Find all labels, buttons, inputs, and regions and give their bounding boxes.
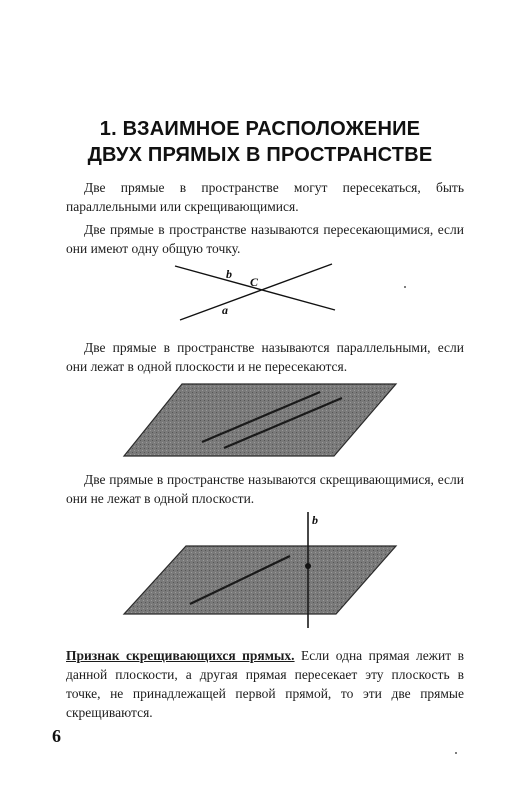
figure-parallel-plane	[120, 380, 400, 460]
paragraph-skew-text: Две прямые в пространстве называются скрещивающимися, если они не лежат в одной плоскости.	[66, 472, 464, 506]
label-b: b	[312, 513, 318, 527]
figure-skew-lines	[120, 510, 400, 630]
paragraph-intro-text: Две прямые в пространстве могут пересекаться, быть параллельными или скрещивающимися.	[66, 180, 464, 214]
page-number: 6	[52, 726, 61, 746]
figure-intersecting-lines	[170, 258, 340, 328]
label-a: a	[222, 303, 228, 317]
plane	[124, 384, 396, 456]
paragraph-criterion	[66, 646, 464, 722]
paragraph-skew	[66, 470, 464, 508]
title-line-1: 1. ВЗАИМНОЕ РАСПОЛОЖЕНИЕ	[99, 118, 421, 140]
criterion-text: Если одна прямая лежит в данной плоскости, а другая прямая пересекает эту плоскость в точке, не принадлежащей первой прямой, то эти две прямые скрещиваются.	[66, 648, 464, 720]
paragraph-intersecting	[66, 220, 464, 258]
section-title	[60, 116, 460, 168]
plane	[124, 546, 396, 614]
scan-speck	[404, 286, 406, 288]
label-c: C	[250, 275, 259, 289]
scan-speck	[455, 752, 457, 754]
paragraph-intro	[66, 178, 464, 216]
title-line-2: ДВУХ ПРЯМЫХ В ПРОСТРАНСТВЕ	[87, 144, 433, 166]
intersection-point	[305, 563, 311, 569]
paragraph-intersecting-text: Две прямые в пространстве называются пересекающимися, если они имеют одну общую точку.	[66, 222, 464, 256]
label-b: b	[226, 267, 232, 281]
paragraph-parallel	[66, 338, 464, 376]
criterion-heading: Признак скрещивающихся прямых.	[66, 648, 295, 663]
paragraph-parallel-text: Две прямые в пространстве называются параллельными, если они лежат в одной плоскости и не пересекаются.	[66, 340, 464, 374]
line-a	[180, 264, 332, 320]
